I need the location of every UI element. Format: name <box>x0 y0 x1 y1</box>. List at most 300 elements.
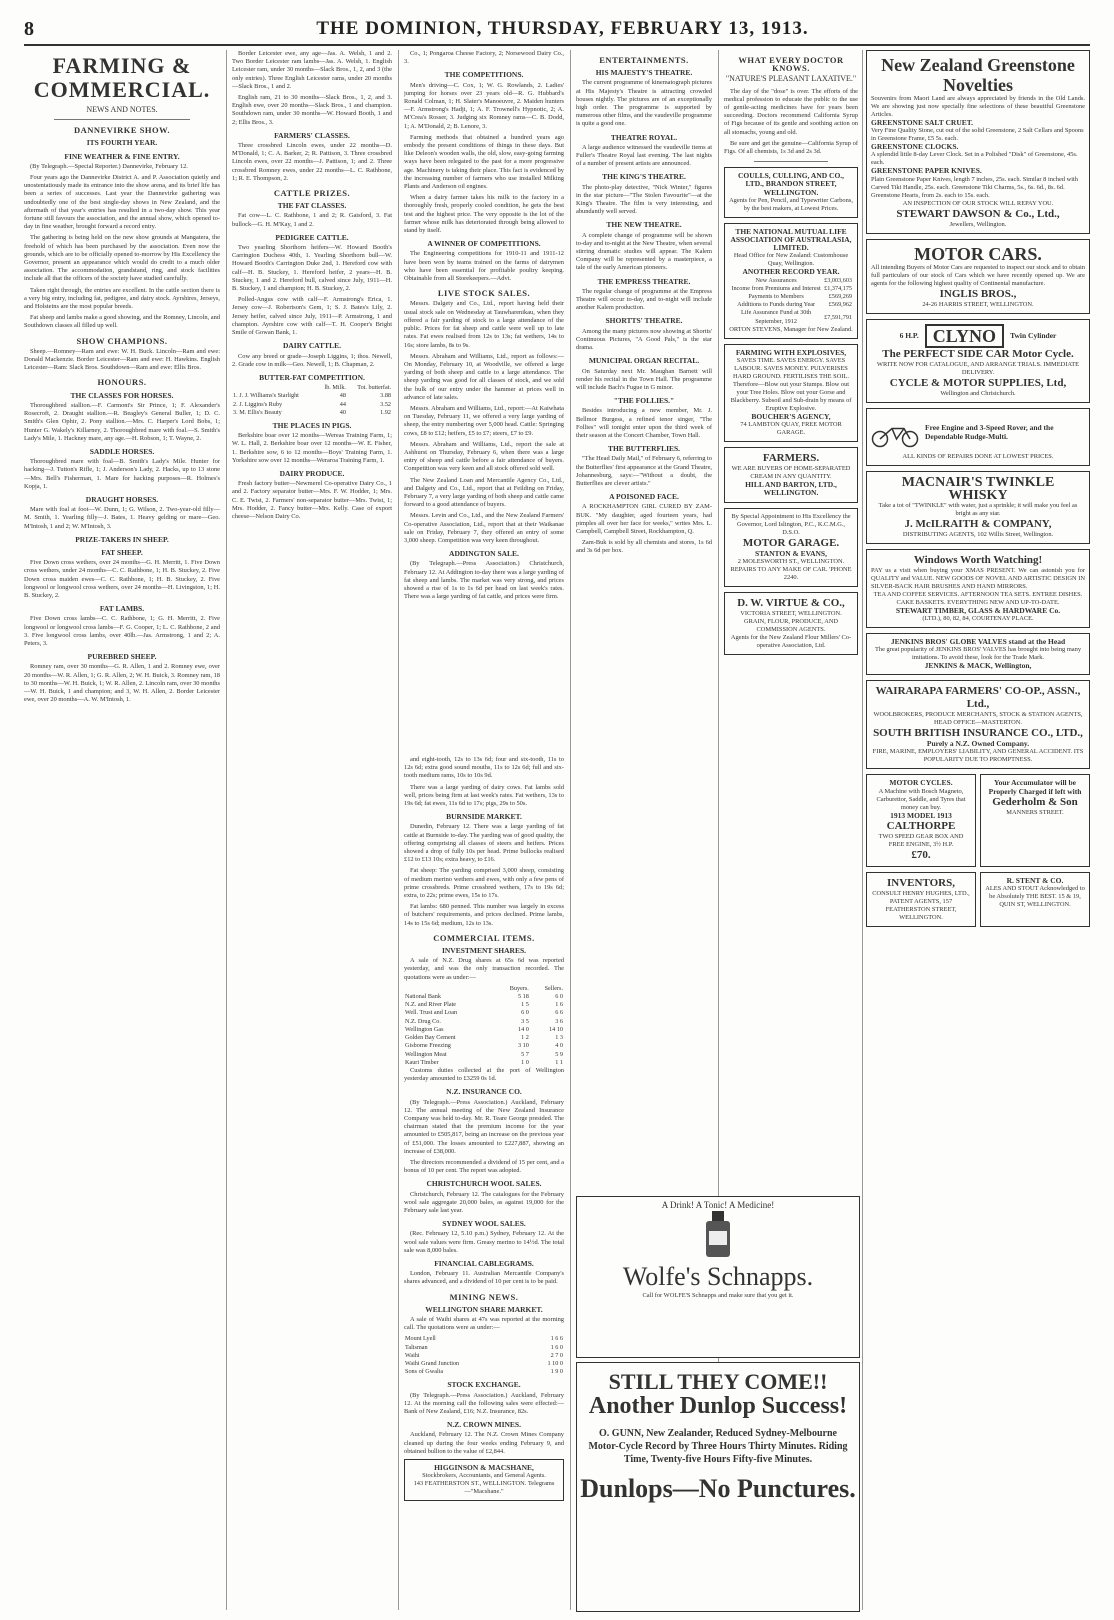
table-cell: 6 0 <box>521 1009 529 1017</box>
paragraph: "The Head Daily Mail," of February 6, referring to the Butterflies' first appearance at the Grand Theatre, Johannesburg, says:—"Without a doubt, the Butterflies are clever artists." <box>576 455 712 487</box>
subheading: THE NEW THEATRE. <box>606 220 682 230</box>
ad-address: 143 FEATHERSTON ST., WELLINGTON. Telegrams—"Macshane." <box>413 1480 555 1496</box>
byline: (By Telegraph.—Special Reporter.) Dannevirke, February 12. <box>30 162 188 170</box>
table-cell: 14 0 <box>518 1025 529 1033</box>
garage-ad <box>724 508 858 587</box>
ad-text: CONSULT HENRY HUGHES, LTD., PATENT AGENTS, 157 FEATHERSTON STREET, WELLINGTON. <box>872 889 970 921</box>
paragraph: Fat sheep and lambs make a good showing, and the Romney, Lincoln, and Southdown classes all filled up well. <box>24 314 220 330</box>
subheading: FARMERS' CLASSES. <box>274 130 350 140</box>
subheading: THE KING'S THEATRE. <box>602 172 686 182</box>
subheading: DAIRY CATTLE. <box>282 341 342 351</box>
table-row <box>404 1344 564 1352</box>
column-doctor-ads <box>724 50 858 1192</box>
wairarapa-ad <box>866 680 1090 769</box>
ad-text: SAVES TIME. SAVES ENERGY. SAVES LABOUR. SAVES MONEY. PULVERISES HARD GROUND. FERTILISES THE SOIL. <box>733 357 849 381</box>
ad-text: Call for WOLFE'S Schnapps and make sure that you get it. <box>642 1292 794 1300</box>
subheading: FINANCIAL CABLEGRAMS. <box>434 1258 534 1268</box>
ad-title: Another Dunlop Success! <box>588 1393 848 1419</box>
ad-text: By Special Appointment to His Excellency the Governor, Lord Islington, P.C., K.C.M.G., D.S.O. <box>731 512 851 536</box>
paragraph: The photo-play detective, "Nick Winter," figures in the star picture—"The Stolen Favourite"—at the King's Theatre. The film is very interesting, and abundantly well served. <box>576 183 712 216</box>
ad-text: Souvenirs from Maori Land are always appreciated by friends in the Old Lands. We are showing just now specially fine selections of these beautiful Greenstone Articles. <box>871 95 1085 118</box>
ad-subtitle: The PERFECT SIDE CAR Motor Cycle. <box>882 347 1074 360</box>
table-cell: 3.88 <box>380 392 391 400</box>
column-rule <box>862 50 863 1610</box>
table-row <box>404 1034 564 1042</box>
subheading: FAT LAMBS. <box>99 604 145 614</box>
ad-title: FARMERS. <box>762 452 820 465</box>
ad-subtitle: GREENSTONE CLOCKS. <box>871 142 959 152</box>
table-row <box>404 1051 564 1059</box>
ad-text: TEA AND COFFEE SERVICES. AFTERNOON TEA SETS. ENTREE DISHES. CAKE BASKETS. EVERYTHING NEW AND UP-TO-DATE. <box>873 590 1083 606</box>
table-cell: 6 0 <box>555 993 563 1001</box>
ad-heading: WHAT EVERY DOCTOR KNOWS. <box>738 55 844 74</box>
table-cell: 1. J. J. Williams's Starlight <box>233 392 299 400</box>
table-cell: 5 9 <box>555 1050 563 1058</box>
column-ads <box>866 50 1090 1610</box>
table-cell: 48 <box>339 392 346 400</box>
table-cell: 5 18 <box>518 993 529 1001</box>
table-row <box>404 1059 564 1067</box>
table-cell: Well. Trust and Loan <box>405 1009 458 1017</box>
table-cell: 40 <box>339 408 346 416</box>
subheading: THE PLACES IN PIGS. <box>272 420 352 430</box>
paragraph: (By Telegraph.—Press Association.) Auckland, February 12. The annual meeting of the New Zealand Insurance Company was held to-day. Mr. R. Teare George presided. The chairman stated that the premium income for the year amounted to £505,817, being an increase on the previous year of £51,000. The losses amounted to £227,887, showing an increase of £38,000. <box>404 1098 564 1155</box>
table-cell: National Bank <box>405 993 441 1001</box>
column-commercial <box>404 756 564 1610</box>
table-cell: 6 6 <box>555 1009 563 1017</box>
ad-title: JENKINS BROS' GLOBE VALVES stand at the Head <box>890 636 1066 646</box>
ad-text: 1913 MODEL 1913 <box>890 810 952 820</box>
farmers-ad <box>724 447 858 502</box>
subheading: CATTLE PRIZES. <box>273 188 351 199</box>
ad-text: AN INSPECTION OF OUR STOCK WILL REPAY YOU. <box>902 199 1054 207</box>
table-cell: Payments to Members <box>748 293 804 301</box>
subheading: A POISONED FACE. <box>609 492 679 502</box>
table-row <box>729 301 853 309</box>
jenkins-ad <box>866 633 1090 675</box>
ad-title: HILL AND BARTON, LTD., WELLINGTON. <box>745 480 837 498</box>
paragraph: There was a large yarding of dairy cows. Fat lambs sold well, prices being firm at last week's rates. Fat wethers, 13s to 19s 6d; fat ewes, 11s 6d to 17s; pigs, 29s to 50s. <box>404 783 564 808</box>
virtue-ad <box>724 592 858 655</box>
paragraph: Auckland, February 12. The N.Z. Crown Mines Company cleaned up during the four weeks ending February 9, and obtained bullion to the value of £2,844. <box>404 1431 564 1455</box>
table-row <box>404 1352 564 1360</box>
table-cell: Waihi Grand Junction <box>405 1360 460 1367</box>
ad-title: Wolfe's Schnapps. <box>622 1262 814 1292</box>
ad-text: Take a tot of "TWINKLE" with water, just a sprinkle; it will make you feel as bright as any star. <box>878 501 1078 517</box>
ad-title: D. W. VIRTUE & CO., <box>737 596 845 609</box>
subheading: LIVE STOCK SALES. <box>437 288 531 299</box>
ad-text: A Machine with Bosch Magneto, Carburettor, Saddle, and Tyres that money can buy. <box>876 787 966 811</box>
ad-title: SOUTH BRITISH INSURANCE CO., LTD., <box>873 727 1083 740</box>
ad-title: JENKINS & MACK, Wellington, <box>924 661 1032 671</box>
table-cell: 1 6 0 <box>550 1343 563 1351</box>
ad-text: ALES AND STOUT Acknowledged to be Absolutely THE BEST. 15 & 19, QUIN ST, WELLINGTON. <box>985 885 1085 909</box>
subheading: THEATRE ROYAL. <box>610 132 678 142</box>
bottle-icon <box>698 1209 738 1259</box>
calthorpe-ad <box>866 774 976 866</box>
table-header: Sellers. <box>544 984 563 992</box>
column-rule <box>226 50 227 1610</box>
table-cell: 1 0 <box>521 1058 529 1066</box>
table-cell: New Assurances <box>755 276 797 284</box>
table-cell: Life Assurance Fund at 30th September, 1912 <box>741 309 812 325</box>
ad-title: MOTOR GARAGE. <box>742 536 840 549</box>
ad-title: R. STENT & CO. <box>1006 875 1064 885</box>
shares-table <box>404 985 564 1067</box>
table-cell: £1,374,175 <box>824 284 852 292</box>
paragraph: Be sure and get the genuine—California Syrup of Figs. Of all chemists, 1s 3d and 2s 3d. <box>724 139 858 156</box>
paragraph: Farming methods that obtained a hundred years ago embody the present conditions of things in these days. But like Deleon's wooden walls, the old, slow, easy-going farming ways have been relegated to the past for a more progressive age. Machinery is taking their place. This fact is evidenced by the increasing number of farmers who use installed Milking Plants and Anderson oil engines. <box>404 133 564 191</box>
paragraph: A ROCKHAMPTON GIRL CURED BY ZAM-BUK. "My daughter, aged fourteen years, had pimples all over her face for weeks," writes Mrs. L. Campbell, Campbell Street, Rockhampton, Q. <box>576 503 712 535</box>
table-cell: Mount Lyell <box>405 1335 436 1343</box>
table-cell: N.Z. Drug Co. <box>405 1017 441 1025</box>
explosives-ad <box>724 344 858 442</box>
butterfat-table <box>232 384 392 417</box>
ad-text: WRITE NOW FOR CATALOGUE, AND ARRANGE TRIALS. IMMEDIATE DELIVERY. <box>876 360 1080 376</box>
subheading: ADDINGTON SALE. <box>449 549 519 559</box>
greenstone-ad <box>866 50 1090 234</box>
ad-address: DISTRIBUTING AGENTS, 102 Willis Street, Wellington. <box>902 530 1054 538</box>
table-cell: £7,591,791 <box>824 313 852 321</box>
ad-title: INVENTORS, <box>887 876 955 889</box>
rover-ad <box>866 408 1090 466</box>
table-cell: £3,003,603 <box>824 276 852 284</box>
mining-table <box>404 1335 564 1376</box>
paragraph: Five Down cross wethers, over 24 months—G. H. Merritt, 1. Five Down cross wethers, under 24 months—C. C. Rathbone, 1; H. B. Stuckey, 2. Five Down cross maiden ewes—C. C. Rathbone, 1; H. B. Stuckey, 2. Five longwool or longwool cross wethers, over 24 months—H. Livingston, 1; H. B. Stuckey, 2. <box>24 559 220 599</box>
paragraph: Sheep.—Romney—Ram and ewe: W. H. Buck. Lincoln—Ram and ewe: Donald Mackenzie. Border Leicester—Ram and ewe: H. Hawkins. English Leicester—Ram: Slack Bros. Southdown—Ram and ewe: Ellis Bros. <box>24 347 220 372</box>
paragraph: The directors recommended a dividend of 15 per cent, and a bonus of 10 per cent. The report was adopted. <box>404 1158 564 1175</box>
subheading: CHRISTCHURCH WOOL SALES. <box>426 1179 542 1189</box>
paragraph: The gathering is being held on the new show grounds at Mangatera, the freehold of which has been purchased by the association. Even now the grounds, which are to be officially opened to-morrow by His Excellency the Governor, present an appearance which would do credit to a much older association. The accommodation, grandstand, ring, and stock facilities include all that the officers of the society have studied carefully. <box>24 234 220 283</box>
paragraph: The Engineering competitions for 1910-11 and 1911-12 have been won by teams trained on the farms of dairymen who have been essential for profitable poultry keeping. Obtainable from all Storekeepers.—Advt. <box>404 250 564 283</box>
table-row <box>232 392 392 400</box>
table-row <box>404 1001 564 1009</box>
paragraph: Taken right through, the entries are excellent. In the cattle section there is a very big entry, including fat, pedigree, and dairy stock. Ayrshires, Jerseys, and Holsteins are the most popular breeds. <box>24 286 220 311</box>
ad-text: All intending Buyers of Motor Cars are requested to inspect our stock and to obtain full particulars of our stock of Cars which we have recently opened up. We are agents for the following highest quality of Continental manufacture. <box>871 263 1085 287</box>
table-header <box>232 384 317 392</box>
table-header: lb. Milk. <box>324 384 346 392</box>
ad-text: Very Fine Quality Stone, cut out of the solid Greenstone, 2 Salt Cellars and Spoons in Greenstone Frame, £5 5s. each. <box>871 127 1084 143</box>
table-cell: 3 10 <box>518 1042 529 1050</box>
ad-text: O. GUNN, New Zealander, Reduced Sydney-Melbourne Motor-Cycle Record by Three Hours Thirty Minutes. Riding Time, Twenty-five Hours Fifty-five Minutes. <box>588 1428 848 1465</box>
mutual-life-ad <box>724 223 858 339</box>
stent-ad <box>980 872 1090 927</box>
higginson-ad <box>404 1459 564 1501</box>
table-row <box>729 277 853 285</box>
news-heading: NEWS AND NOTES. <box>86 105 158 114</box>
paragraph: Messrs. Abraham and Williams, Ltd., report as follows:—On Monday, February 10, at Woodville, we offered a large yarding of both sheep and cattle to a large attendance. The sheep yarding was good for all classes of stock, and we sold the bulk of our entry under the hammer at prices well in advance of late sales. <box>404 352 564 401</box>
subheading: THE EMPRESS THEATRE. <box>597 276 691 286</box>
ad-text: 2 MOLESWORTH ST., WELLINGTON. REPAIRS TO ANY MAKE OF CAR. 'PHONE 2240. <box>730 557 852 581</box>
subheading: SHORTTS' THEATRE. <box>605 316 683 326</box>
ad-text: ALL KINDS OF REPAIRS DONE AT LOWEST PRICES. <box>902 452 1054 460</box>
column-rule <box>398 50 399 1610</box>
column-sales <box>404 50 564 750</box>
paragraph: Co., 1; Pongaroa Cheese Factory, 2; Norsewood Dairy Co., 3. <box>404 50 564 66</box>
table-row <box>404 1026 564 1034</box>
ad-title: THE NATIONAL MUTUAL LIFE ASSOCIATION OF AUSTRALASIA, LIMITED. <box>730 226 852 253</box>
ad-title: STEWART TIMBER, GLASS & HARDWARE Co. <box>895 605 1061 615</box>
ad-title: WAIRARAPA FARMERS' CO-OP., ASSN., Ltd., <box>875 685 1081 711</box>
table-header <box>404 985 495 993</box>
ad-title: COULLS, CULLING, AND CO., LTD., BRANDON STREET, WELLINGTON. <box>737 171 845 197</box>
subheading: MUNICIPAL ORGAN RECITAL. <box>588 356 700 366</box>
ad-address: (LTD.), 80, 82, 84, COURTENAY PLACE. <box>922 614 1034 622</box>
ad-address: 24-26 HARRIS STREET, WELLINGTON. <box>922 300 1034 308</box>
column-prizes <box>232 50 392 1610</box>
subheading: COMMERCIAL ITEMS. <box>433 932 535 943</box>
subheading: FAT SHEEP. <box>101 547 143 557</box>
subheading: ITS FOURTH YEAR. <box>86 138 158 148</box>
ad-title: Windows Worth Watching! <box>913 553 1043 566</box>
subheading: SHOW CHAMPIONS. <box>76 335 168 346</box>
record-table <box>729 277 853 326</box>
subheading: HIS MAJESTY'S THEATRE. <box>595 68 693 78</box>
motor-cars-ad <box>866 239 1090 314</box>
paragraph: Zam-Buk is sold by all chemists and stores, 1s 6d and 3s 6d per box. <box>576 539 712 555</box>
ad-title: CLYNO <box>925 324 1004 348</box>
table-row <box>729 285 853 293</box>
subheading: BURNSIDE MARKET. <box>446 812 522 822</box>
table-cell: Gisborne Freezing <box>405 1042 451 1050</box>
ad-title: CYCLE & MOTOR SUPPLIES, Ltd, <box>889 376 1067 389</box>
ad-title: STILL THEY COME!! <box>608 1369 828 1394</box>
ad-title: STEWART DAWSON & Co., Ltd., <box>896 207 1060 220</box>
page-number: 8 <box>24 17 35 40</box>
subheading: THE COMPETITIONS. <box>444 70 524 80</box>
paragraph: Four years ago the Dannevirke District A. and P. Association quietly and unostentatiously made its entrance into the show arena, and its brief life has been a series of successes. Last year the Dannevirke gathering was undoubtedly one of the best single-day shows in New Zealand, and the aftermath of that year's entries has resulted in a two-day show. This year fortune still favours the association, and the annual show, which opened to-day in fine weather, brought forward a record entry. <box>24 174 220 231</box>
table-cell: Wellington Meat <box>405 1050 447 1058</box>
masthead <box>24 14 1090 46</box>
paragraph: Romney ram, over 30 months—G. R. Allen, 1 and 2. Romney ewe, over 20 months—W. R. Allen, 1; G. R. Allen, 2; W. H. Buick, 3. Romney ram, 18 to 30 months—W. H. Buick, 1; W. R. Allen, 2. Lincoln ram, over 30 months—W. H. Buick, 1 and champion; and 3, W. H. Allen, 2. Border Leicester ewe, over 20 months—A. W. M'Intosh, 1. <box>24 663 220 704</box>
table-cell: Golden Bay Cement <box>405 1034 456 1042</box>
ad-address: Jewellers, Wellington. <box>949 220 1007 228</box>
paragraph: Fresh factory butter—Newmerel Co-operative Dairy Co., 1 and 2. Factory separator butter—Mrs. F. W. Hodder, 1; Mrs. C. E. Twist, 2. Farmers' non-separator butter—Mrs. Twist, 1; Mrs. Hodder, 2. Fancy butter—Mrs. Kelly. Case of export cheese—Nelson Dairy Co. <box>232 480 392 520</box>
ad-title: Gederholm & Son <box>992 795 1078 808</box>
paragraph: London, February 11. Australian Mercantile Company's shares advanced, and a dividend of 10 per cent is to be paid. <box>404 1270 564 1286</box>
paragraph: Messrs. Levin and Co., Ltd., and the New Zealand Farmers' Co-operative Association, Ltd., report that at their Waikanae sale on Friday, February 7, they offered an entry of some 3,000 sheep. Competition was very keen throughout. <box>404 512 564 544</box>
paragraph: The day of the "dose" is over. The efforts of the medical profession to educate the public to the use of gentle-acting medicines have for years been succeeding. Doctors recommend California Syrup of Figs because of its gentle and soothing action on all stomachs, young and old. <box>724 87 858 136</box>
motorcycle-icon <box>871 413 919 453</box>
table-cell: 1 6 6 <box>550 1335 563 1343</box>
subheading: DAIRY PRODUCE. <box>279 468 345 478</box>
subheading: A WINNER OF COMPETITIONS. <box>427 239 541 249</box>
table-cell: 3.52 <box>380 400 391 408</box>
ad-text: Stockbrokers, Accountants, and General Agents. <box>422 1472 546 1480</box>
inventors-ad <box>866 872 976 927</box>
subheading: N.Z. INSURANCE CO. <box>446 1087 522 1097</box>
ad-text: TWO SPEED GEAR BOX AND FREE ENGINE, 3½ H.P. <box>878 832 964 848</box>
ad-subtitle: Purely a N.Z. Owned Company. <box>926 739 1030 749</box>
ad-title: HIGGINSON & MACSHANE, <box>434 1463 534 1473</box>
subheading: DRAUGHT HORSES. <box>85 494 159 504</box>
table-cell: 4 0 <box>555 1042 563 1050</box>
table-cell: 1 6 <box>555 1001 563 1009</box>
paragraph: A complete change of programme will be shown to-day and to-night at the New Theatre, when several stirring dramatic studies will appear. The Kalem Company will be represented by a masterpiece, a tale of the early American pioneers. <box>576 231 712 272</box>
table-cell: 3 6 <box>555 1017 563 1025</box>
table-row <box>404 1042 564 1050</box>
paragraph: Messrs. Dalgety and Co., Ltd., report having held their usual stock sale on Wednesday at Tauwharenikau, when they offered a fair yarding of stock to a large attendance of the public. Prices for fat sheep and cattle were well up to late rates. Fat ewes realised from 12s to 13s; fat wethers, 14s to 16s; store lambs, 8s to 9s. <box>404 300 564 349</box>
ad-title: MOTOR CARS. <box>914 243 1042 264</box>
ad-text: A splendid little 8-day Lever Clock. Set in a Polished "Disk" of Greenstone, 45s. each. <box>871 151 1078 167</box>
paragraph: The current programme of kinematograph pictures at His Majesty's Theatre is attracting crowded houses nightly. The pictures are of an exceptionally high order. The programme is supported by numerous other films, and the vaudeville programme is quite a good one. <box>576 79 712 128</box>
paragraph: (Rec. February 12, 5.10 p.m.) Sydney, February 12. At the wool sale values were firm. Greasy merino to 14½d. The total sale was 8,000 bales. <box>404 1230 564 1254</box>
subheading: N.Z. CROWN MINES. <box>447 1420 521 1430</box>
subheading: BUTTER-FAT COMPETITION. <box>259 372 365 382</box>
table-row <box>232 409 392 417</box>
price: £70. <box>911 848 931 861</box>
paragraph: and eight-tooth, 12s to 13s 6d; four and six-tooth, 11s to 12s 6d; extra good sound mouths, 11s to 12s 6d; full and six-tooth medium rams, 10s to 10s 9d. <box>404 756 564 780</box>
ad-subheading: "NATURE'S PLEASANT LAXATIVE." <box>725 74 857 84</box>
subheading: THE BUTTERFLIES. <box>607 444 681 454</box>
ad-title: BOUCHER'S AGENCY, <box>751 412 831 422</box>
paragraph: Cow any breed or grade—Joseph Liggins, 1; thos. Newell, 2. Grade cow in milk—Geo. Newell, 1; B. Chapman, 2. <box>232 352 392 368</box>
table-cell: Waihi <box>405 1351 420 1359</box>
paragraph: Two yearling Shorthorn heifers—W. Howard Booth's Carrington Duchess 40th, 1. Yearling Shorthorn bull—W. Howard Booth's Carrington Duke 2nd, 1. Hereford cow with calf—H. B. Stuckey, 1. Hereford heifer, 2 years—H. B. Stuckey, 1 and 2. Hereford bull, calved since July, 1911—H. B. Stuckey, 1 and champion; H. B. Stuckey, 2. <box>232 244 392 293</box>
ad-text: Twin Cylinder <box>1010 330 1057 340</box>
table-cell: Additions to Funds during Year <box>737 301 816 309</box>
clyno-ad <box>866 319 1090 403</box>
ad-title: CALTHORPE <box>886 819 956 832</box>
section-title: FARMING & COMMERCIAL. <box>33 53 211 102</box>
ad-address: 74 LAMBTON QUAY, FREE MOTOR GARAGE. <box>740 421 842 437</box>
ad-text: Plain Greenstone Paper Knives, length 7 inches, 25s. each. Similar 8 inched with Carved Tiki Handle, 25s. each. Greenstone Tiki Charms, 5s., 6s. 6d., 8s. 6d. Greenstone Hearts, from 2s. each to 15s. each. <box>871 175 1078 199</box>
ad-subtitle: GREENSTONE PAPER KNIVES. <box>871 166 982 176</box>
table-row <box>404 1360 564 1368</box>
paragraph: Dunedin, February 12. There was a large yarding of fat cattle at Burnside to-day. The yarding was of good quality, the offering comprising all classes of steers and heifers. Prices showed a drop of fully 10s per head. Prime bullocks realised £12 to £13 10s; extra heavy, to £16. <box>404 823 564 864</box>
table-cell: 1 2 <box>521 1034 529 1042</box>
paragraph: Christchurch, February 12. The catalogues for the February wool sale aggregate 20,000 bales, as against 19,000 for the February sale last year. <box>404 1190 564 1214</box>
ad-text: VICTORIA STREET, WELLINGTON. GRAIN, FLOUR, PRODUCE, AND COMMISSION AGENTS. <box>740 609 842 633</box>
ad-text: 6 H.P. <box>899 330 919 340</box>
column-entertainments <box>576 50 712 1190</box>
ad-subtitle: GREENSTONE SALT CRUET. <box>871 118 974 127</box>
paragraph: Fat cow—L. C. Rathbone, 1 and 2; R. Gaisford, 3. Fat bullock—G. H. M'Kay, 1 and 2. <box>232 212 392 228</box>
ad-title: New Zealand Greenstone Novelties <box>881 55 1075 95</box>
subheading: HONOURS. <box>97 377 147 388</box>
paragraph: Besides introducing a new member, Mr. J. Bellmor Burgess, a refined tenor singer, "The Follies" will tonight enter upon the third week of their season at the Concert Chamber, Town Hall. <box>576 407 712 439</box>
subheading: FINE WEATHER & FINE ENTRY. <box>64 151 180 161</box>
ad-title: Free Engine and 3-Speed Rover, and the Dependable Rudge-Multi. <box>925 423 1054 441</box>
dunlop-ad <box>576 1362 860 1612</box>
paragraph: Mare with foal at foot—W. Dunn, 1; G. Wilson, 2. Two-year-old filly—M. Smith, 1. Yearling filly—J. Bates, 1. Heavy gelding or mare—Geo. M'Intosh, 1 and 2; W. M'Intosh, 3. <box>24 506 220 530</box>
ad-address: MANNERS STREET. <box>1006 808 1064 816</box>
windows-ad <box>866 549 1090 628</box>
table-row <box>729 309 853 325</box>
table-cell: 3. M. Ellis's Beauty <box>233 408 282 416</box>
table-cell: 3 5 <box>521 1017 529 1025</box>
subheading: PUREBRED SHEEP. <box>87 652 157 662</box>
ad-text: PAY us a visit when buying your XMAS PRESENT. We can astonish you for QUALITY and VALUE. NEW GOODS OF NOVEL AND ARTISTIC DESIGN IN SILVER-BACK HAIR BRUSHES AND HAND MIRRORS. <box>871 566 1085 590</box>
table-cell: Wellington Gas <box>405 1025 444 1033</box>
table-cell: Talisman <box>405 1343 428 1351</box>
table-cell: 1 3 <box>555 1034 563 1042</box>
macnair-ad <box>866 471 1090 544</box>
subheading: INVESTMENT SHARES. <box>441 946 527 956</box>
ad-subtitle: A Drink! A Tonic! A Medicine! <box>661 1200 775 1210</box>
table-header: Buyers. <box>509 984 529 992</box>
subheading: PRIZE-TAKERS IN SHEEP. <box>75 534 169 544</box>
table-cell: 2 7 0 <box>550 1351 563 1359</box>
ad-text: ORTON STEVENS, Manager for New Zealand. <box>729 325 853 333</box>
column-farming <box>24 50 220 1610</box>
column-rule <box>570 50 571 1610</box>
section-heading: ENTERTAINMENTS. <box>599 55 689 65</box>
ad-text: Agents for Pen, Pencil, and Typewriter Carbons, by the best makers, at Lowest Prices. <box>729 196 853 212</box>
paragraph: Customs duties collected at the port of Wellington yesterday amounted to £3259 0s 1d. <box>404 1066 564 1083</box>
table-row <box>404 1368 564 1376</box>
subheading: STOCK EXCHANGE. <box>447 1380 521 1390</box>
ad-title: FARMING WITH EXPLOSIVES, <box>735 347 847 357</box>
table-row <box>404 993 564 1001</box>
ad-address: Wellington and Christchurch. <box>940 389 1016 397</box>
paragraph: (By Telegraph.—Press Association.) Auckland, February 12. At the morning call the following sales were effected:—Bank of New Zealand, £16; N.Z. Insurance, 82s. <box>404 1391 564 1416</box>
ad-text: Agents for the New Zealand Flour Millers' Co-operative Association, Ltd. <box>730 633 852 649</box>
paragraph: A sale of Waihi shares at 47s was reported at the morning call. The quotations were as under:— <box>404 1315 564 1332</box>
ad-text: Therefore—Blow out your Stumps. Blow out your Tree Holes. Blow out your Gorse and Blackberry. Subsoil and Sub-drain by means of Eruptive Explosive. <box>730 381 852 413</box>
ad-title: INGLIS BROS., <box>939 287 1017 300</box>
table-cell: 1.92 <box>380 408 391 416</box>
ad-text: WE ARE BUYERS OF HOME-SEPARATED CREAM IN ANY QUANTITY. <box>731 465 851 481</box>
table-cell: £569,962 <box>828 301 852 309</box>
table-cell: Sons of Gwalia <box>405 1368 444 1376</box>
ad-text: The great popularity of JENKINS BROS' VALVES has brought into being many imitations. To avoid these, look for the Trade Mark. <box>874 646 1082 662</box>
table-cell: £569,269 <box>828 293 852 301</box>
ad-title: STANTON & EVANS, <box>755 548 827 558</box>
table-row <box>232 401 392 409</box>
table-cell: Kauri Timber <box>405 1058 439 1066</box>
paragraph: On Saturday next Mr. Maughan Barnett will render his recital in the Town Hall. The programme will include Bach's Fugue in G minor. <box>576 367 712 391</box>
table-header: Tot. butterfat. <box>357 384 391 392</box>
table-cell: 2. J. Liggins's Ruby <box>233 400 283 408</box>
paragraph: (By Telegraph.—Press Association.) Christchurch, February 12. At Addington to-day there was a large yarding of fat sheep and lambs. The market was very strong, and prices showed a rise of 1s to 1s 6d per head on last week's rates. There was a large yarding of fat cattle, and prices were firm. <box>404 560 564 601</box>
ad-title: Dunlops—No Punctures. <box>580 1474 856 1503</box>
table-cell: N.Z. and River Plate <box>405 1001 457 1009</box>
subheading: "THE FOLLIES." <box>613 396 675 406</box>
wolfe-ad <box>576 1196 860 1358</box>
table-cell: 44 <box>339 400 346 408</box>
ad-title: J. McILRAITH & COMPANY, <box>904 517 1052 530</box>
ad-title: MOTOR CYCLES. <box>889 778 953 788</box>
table-cell: 1 10 0 <box>547 1360 563 1367</box>
paragraph: Polled-Angus cow with calf—F. Armstrong's Erica, 1. Jersey cow—J. Robertson's Gem, 1; S. J. Bates's Lily, 2. Jersey heifer, calved since July, 1911—P. Armstrong, 1 and champion. Ayrshire cow with calf—T. H. Cooper's Bright Smile of Gowan Bank, 1. <box>232 296 392 337</box>
paragraph: Fat lambs: 680 penned. This number was largely in excess of butchers' requirements, and prices declined. Prime lambs, 14s to 15s 6d; medium, 12s to 13s. <box>404 903 564 927</box>
table-cell: 1 1 <box>555 1058 563 1066</box>
table-cell: Income from Premiums and Interest <box>731 284 821 292</box>
subheading: SADDLE HORSES. <box>89 446 155 456</box>
table-cell: 1 9 0 <box>550 1368 563 1376</box>
paragraph: A large audience witnessed the vaudeville items at Fuller's Theatre Royal last evening. The last nights of a number of present artists are announced. <box>576 143 712 168</box>
article-heading: DANNEVIRKE SHOW. <box>73 125 170 136</box>
paragraph: Border Leicester ewe, any age—Jas. A. Welsh, 1 and 2. Two Border Leicester ram lambs—Jas. A. Welsh, 1. English Leicester ram, under 30 months—Slack Bros., 1, 2, and 3 (the only entries). Three English Leicester rams, under 20 months—Slack Bros., 1 and 2. <box>232 50 392 90</box>
ad-text: Head Office for New Zealand: Customhouse Quay, Wellington. <box>733 252 849 268</box>
table-cell: 5 7 <box>521 1050 529 1058</box>
paragraph: Among the many pictures now showing at Shortts' Continuous Pictures, "A Good Pals," is the star drama. <box>576 327 712 352</box>
paragraph: Five Down cross lambs—C. C. Rathbone, 1; G. H. Merritt, 2. Five longwool or longwool cross lambs—F. G. Cooper, 1; L. C. Rathbone, 2 and 3. Five longwool cross lambs, over 40lb.—Jas. Armstrong, 1 and 2; A. Peters, 3. <box>24 615 220 647</box>
ad-title: MACNAIR'S TWINKLE WHISKY <box>901 474 1055 503</box>
paragraph: Thoroughbred mare with foal—B. Smith's Lady's Mile. Hunter for hacking—J. Tutton's Rifle, 1; J. Anderson's Lady, 2. Hacks, up to 13 stone—Mrs. Bell's Fisherman, 1. Mare for hacking purposes—R. Holmes's Kopja, 1. <box>24 458 220 490</box>
paragraph: Fat sheep: The yarding comprised 3,000 sheep, consisting of medium merino wethers and ewes, with only a few pens of prime crossbreds. Prime crossbred wethers, 17s to 19s 6d; extra, to 22s; prime ewes, 15s to 17s. <box>404 867 564 900</box>
paragraph: A sale of N.Z. Drug shares at 65s 6d was reported yesterday, and was the only transaction recorded. The quotations were as under:— <box>404 957 564 981</box>
paragraph: The regular change of programme at the Empress Theatre will occur to-day, and to-night will include another Kalem production. <box>576 287 712 312</box>
ad-title: Your Accumulator will be Properly Charged if left with <box>988 778 1082 796</box>
paragraph: The New Zealand Loan and Mercantile Agency Co., Ltd., and Dalgety and Co., Ltd., report that at Feilding on Friday, February 7, a very large yarding of both sheep and cattle came forward to a good attendance of buyers. <box>404 476 564 509</box>
ad-text: WOOLBROKERS, PRODUCE MERCHANTS, STOCK & STATION AGENTS, HEAD OFFICE—MASTERTON. <box>873 711 1083 727</box>
paragraph: Messrs. Abraham and Williams, Ltd., report the sale at Ashhurst on Thursday, February 6, when there was a large entry of sheep and cattle before a fair attendance of buyers. Competition was very keen and all stock offered sold well. <box>404 440 564 473</box>
paragraph: Thoroughbred stallion.—F. Carmont's Sir Prince, 1; F. Alexander's Rosecroft, 2. Draught stallion.—R. Beagley's General Buller, 1; D. C. Smith's Glen Ophir, 2. Pony stallion.—Mrs. C. Harper's Lord Bobs, 1; Hunter G. Wakely's Killarney, 2. Thoroughbred mare with foal.—S. Smith's Lady's Mile, 1. Hackney mare, any age.—H. Robson, 1; T. Wayne, 2. <box>24 401 220 442</box>
subheading: MINING NEWS. <box>449 1291 519 1302</box>
table-row <box>404 1335 564 1343</box>
